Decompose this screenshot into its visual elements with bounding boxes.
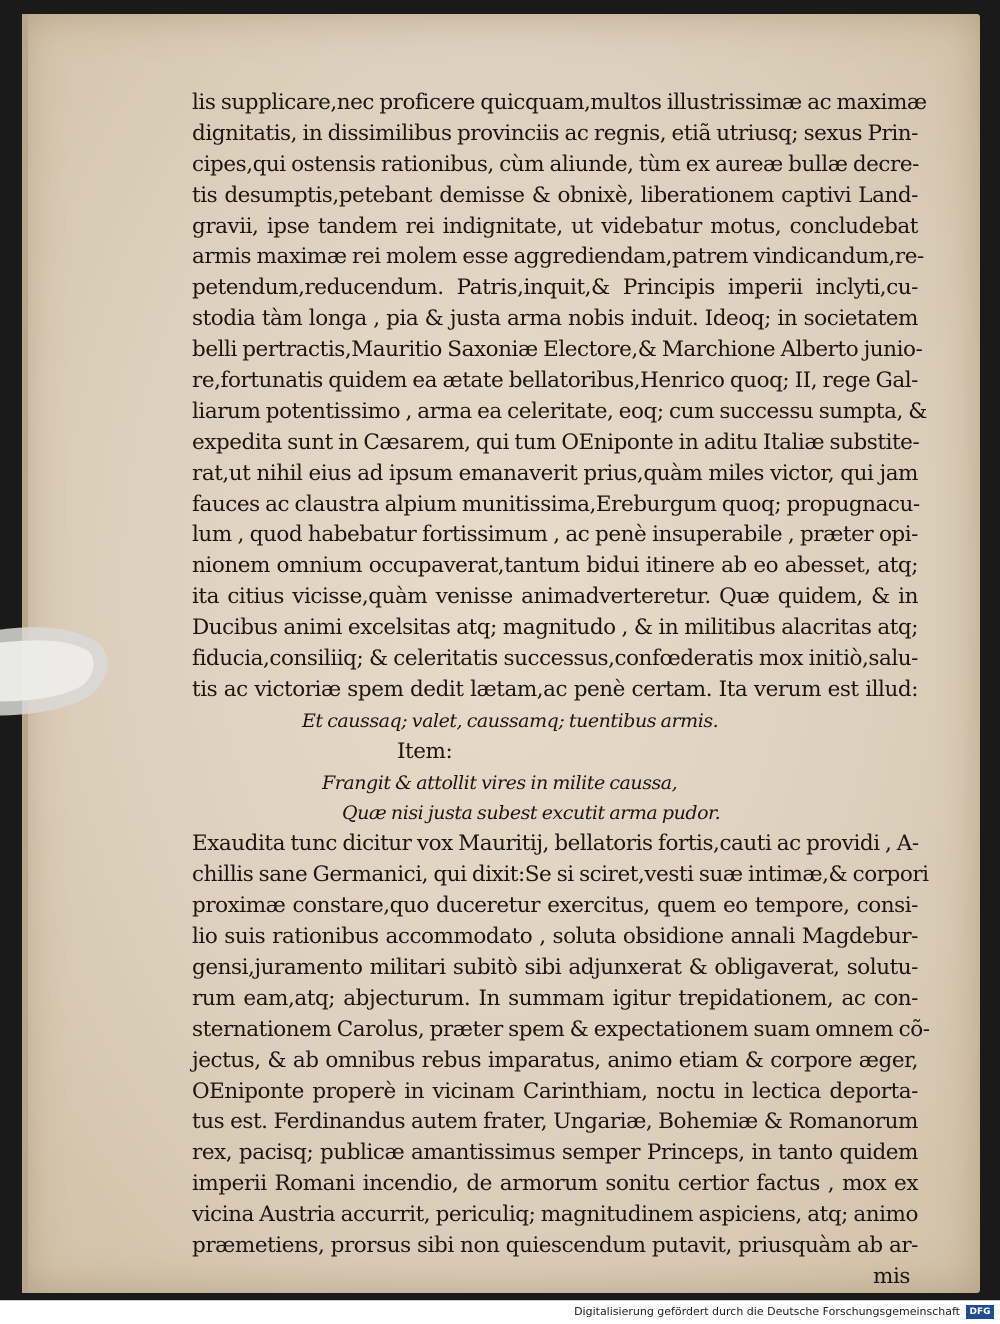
text-line: petendum,reducendum. Patris,inquit,& Principis imperii inclyti,cu- bbox=[192, 275, 918, 301]
text-line: armis maximæ rei molem esse aggrediendam,patrem vindicandum,re- bbox=[192, 244, 924, 270]
text-line: vicina Austria accurrit, periculiq; magnitudinem aspiciens, atq; animo bbox=[192, 1202, 918, 1228]
text-line: rat,ut nihil eius ad ipsum emanaverit prius,quàm miles victor, qui jam bbox=[192, 460, 918, 486]
text-line: sternationem Carolus, præter spem & expectationem suam omnem cõ- bbox=[192, 1016, 930, 1042]
paragraph-1 bbox=[192, 88, 927, 706]
text-line: liarum potentissimo , arma ea celeritate, eoq; cum successu sumpta, & bbox=[192, 398, 927, 424]
text-line: stodia tàm longa , pia & justa arma nobis induit. Ideoq; in societatem bbox=[192, 306, 918, 332]
text-line: OEniponte properè in vicinam Carinthiam, noctu in lectica deporta- bbox=[192, 1078, 918, 1104]
text-line: expedita sunt in Cæsarem, qui tum OEniponte in aditu Italiæ substite- bbox=[192, 429, 920, 455]
text-line: gensi,juramento militari subitò sibi adjunxerat & obligaverat, solutu- bbox=[192, 954, 918, 980]
text-line: lio suis rationibus accommodato , soluta obsidione annali Magdebur- bbox=[192, 924, 918, 950]
text-line: gravii, ipse tandem rei indignitate, ut videbatur motus, concludebat bbox=[192, 213, 918, 239]
text-line: jectus, & ab omnibus rebus imparatus, animo etiam & corpore æger, bbox=[192, 1047, 918, 1073]
text-line: rex, pacisq; publicæ amantissimus semper Princeps, in tanto quidem bbox=[192, 1140, 918, 1166]
paragraph-2 bbox=[192, 829, 930, 1261]
text-line: imperii Romani incendio, de armorum sonitu certior factus , mox ex bbox=[192, 1171, 918, 1197]
text-line: lis supplicare,nec proficere quicquam,multos illustrissimæ ac maximæ bbox=[192, 90, 927, 115]
main-text-block bbox=[192, 88, 930, 1293]
text-line: re,fortunatis quidem ea ætate bellatoribus,Henrico quoq; II, rege Gal- bbox=[192, 368, 918, 394]
text-line: Ducibus animi excelsitas atq; magnitudo , & in militibus alacritas atq; bbox=[192, 615, 918, 641]
text-line: nionem omnium occupaverat,tantum bidui itinere ab eo abesset, atq; bbox=[192, 553, 918, 579]
text-line: tus est. Ferdinandus autem frater, Ungariæ, Bohemiæ & Romanorum bbox=[192, 1109, 918, 1135]
item-heading: Item: bbox=[397, 738, 453, 764]
footer-credit-text: Digitalisierung gefördert durch die Deutsche Forschungsgemeinschaft bbox=[574, 1305, 960, 1318]
verse-quotation-2-line-2: Quæ nisi justa subest excutit arma pudor. bbox=[342, 802, 721, 825]
text-line: tis desumptis,petebant demisse & obnixè, liberationem captivi Land- bbox=[192, 182, 918, 208]
text-line: ita citius vicisse,quàm venisse animadverteretur. Quæ quidem, & in bbox=[192, 584, 918, 610]
text-line: fauces ac claustra alpium munitissima,Ereburgum quoq; propugnacu- bbox=[192, 491, 920, 517]
text-line: Exaudita tunc dicitur vox Mauritij, bellatoris fortis,cauti ac providi , A- bbox=[192, 831, 919, 857]
catchword: mis bbox=[873, 1263, 910, 1289]
text-line: rum eam,atq; abjecturum. In summam igitur trepidationem, ac con- bbox=[192, 985, 918, 1011]
text-line: dignitatis, in dissimilibus provinciis ac regnis, etiã utriusq; sexus Prin- bbox=[192, 120, 918, 146]
text-line: proximæ constare,quo duceretur exercitus, quem eo tempore, consi- bbox=[192, 893, 918, 919]
text-line: præmetiens, prorsus sibi non quiescendum putavit, priusquàm ab ar- bbox=[192, 1232, 918, 1258]
text-line: fiducia,consiliiq; & celeritatis successus,confœderatis mox initiò,salu- bbox=[192, 646, 918, 672]
page-edge bbox=[22, 14, 28, 1293]
text-line: cipes,qui ostensis rationibus, cùm aliunde, tùm ex aureæ bullæ decre- bbox=[192, 151, 919, 177]
dfg-logo: DFG bbox=[966, 1305, 994, 1319]
text-line: belli pertractis,Mauritio Saxoniæ Electore,& Marchione Alberto junio- bbox=[192, 337, 923, 363]
text-line: chillis sane Germanici, qui dixit:Se si sciret,vesti suæ intimæ,& corpori bbox=[192, 862, 929, 888]
footer-bar bbox=[0, 1300, 1000, 1324]
text-line: lum , quod habebatur fortissimum , ac penè insuperabile , præter opi- bbox=[192, 522, 918, 548]
verse-quotation-1: Et caussaq; valet, caussamq; tuentibus armis. bbox=[302, 709, 719, 732]
verse-quotation-2-line-1: Frangit & attollit vires in milite caussa, bbox=[322, 771, 678, 794]
text-line: tis ac victoriæ spem dedit lætam,ac penè certam. Ita verum est illud: bbox=[192, 676, 918, 702]
